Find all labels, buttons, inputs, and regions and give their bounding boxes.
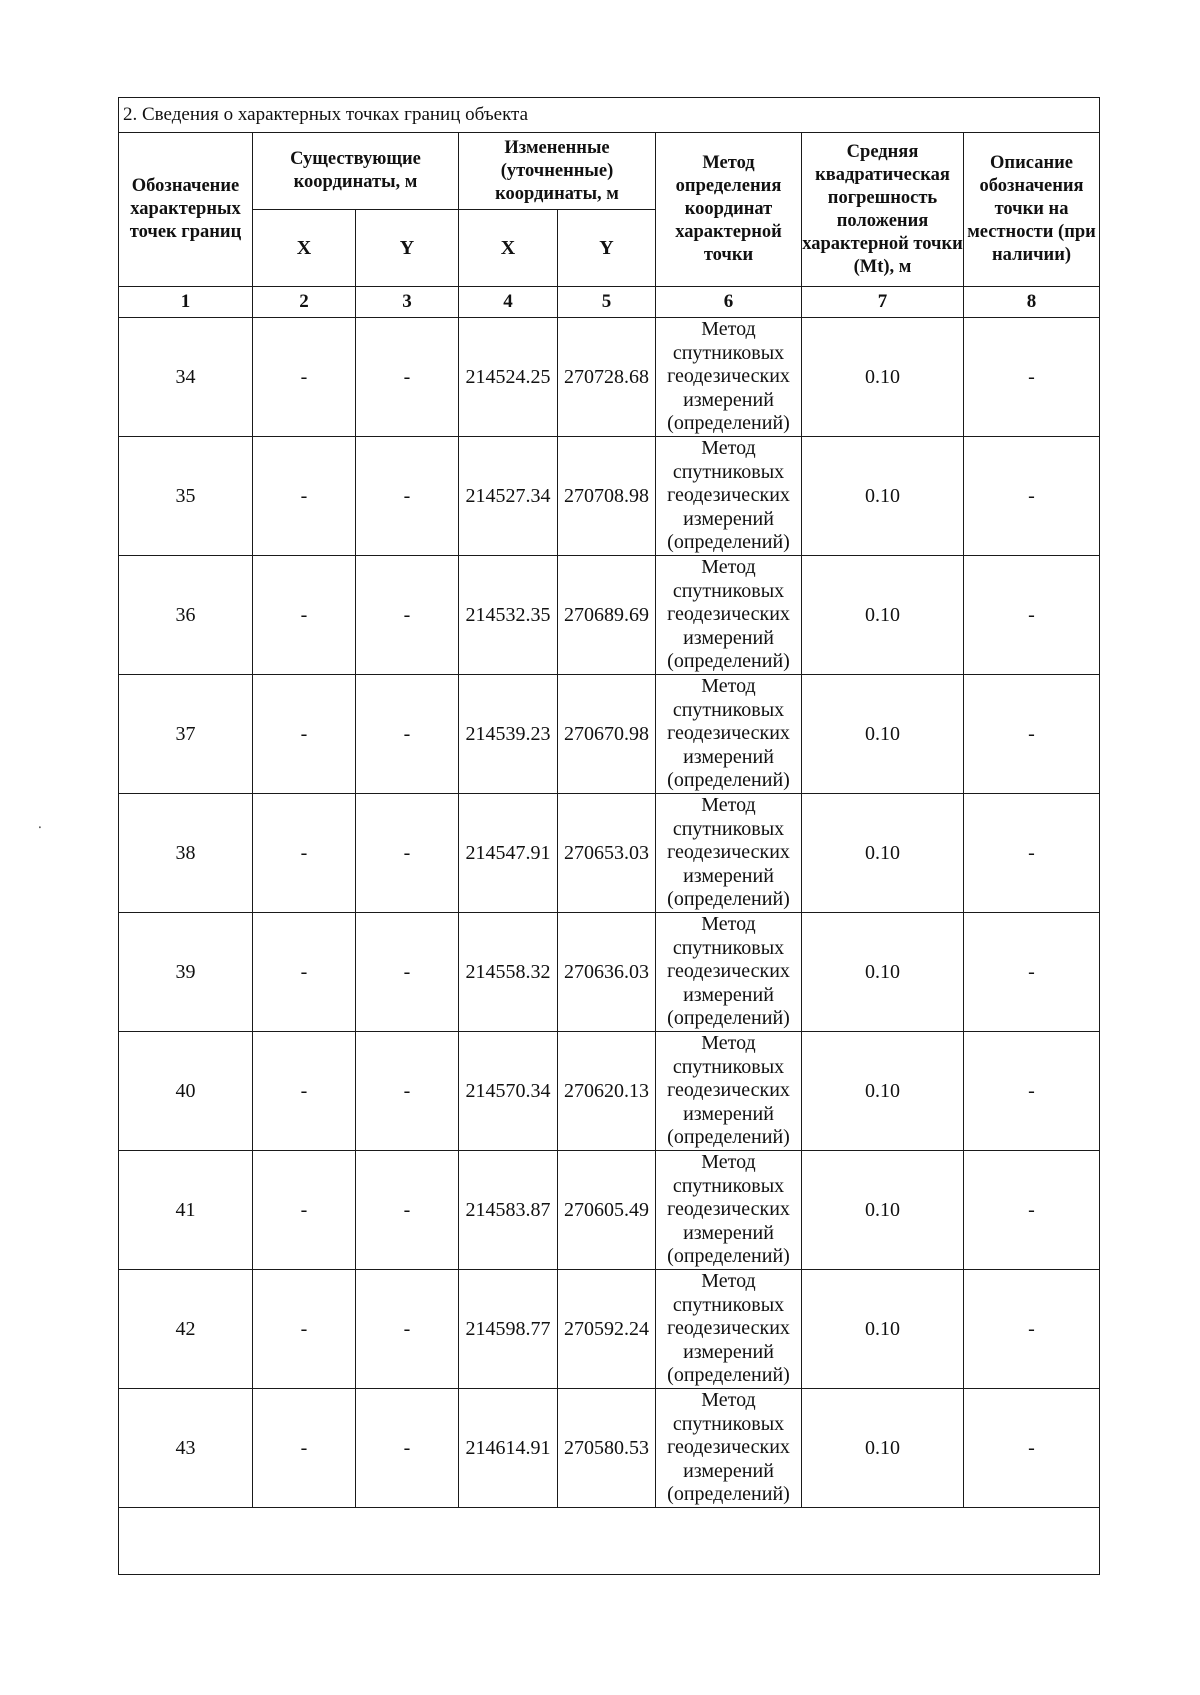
description-cell: - — [964, 1270, 1100, 1389]
point-cell: 38 — [119, 794, 253, 913]
changed-y-cell: 270728.68 — [558, 318, 656, 437]
existing-y-cell: - — [356, 794, 459, 913]
header-existing-y: Y — [356, 210, 459, 287]
method-cell: Метод спутниковых геодезических измерений (определений) — [656, 1151, 802, 1270]
existing-y-cell: - — [356, 437, 459, 556]
column-number: 3 — [356, 287, 459, 318]
existing-y-cell: - — [356, 675, 459, 794]
header-existing-coordinates: Существующие координаты, м — [253, 133, 459, 210]
table-body — [119, 318, 1100, 1508]
mean-error-cell: 0.10 — [802, 1151, 964, 1270]
existing-x-cell: - — [253, 794, 356, 913]
existing-x-cell: - — [253, 1151, 356, 1270]
boundary-points-table — [118, 97, 1100, 1575]
description-cell: - — [964, 1151, 1100, 1270]
table-row — [119, 675, 1100, 794]
header-existing-x: X — [253, 210, 356, 287]
column-number: 2 — [253, 287, 356, 318]
column-number: 7 — [802, 287, 964, 318]
header-row-top — [119, 133, 1100, 210]
table-row — [119, 1270, 1100, 1389]
table-row — [119, 556, 1100, 675]
method-cell: Метод спутниковых геодезических измерений (определений) — [656, 794, 802, 913]
table-row — [119, 1389, 1100, 1508]
section-title: 2. Сведения о характерных точках границ объекта — [119, 98, 1100, 133]
changed-y-cell: 270670.98 — [558, 675, 656, 794]
changed-y-cell: 270653.03 — [558, 794, 656, 913]
mean-error-cell: 0.10 — [802, 1389, 964, 1508]
existing-y-cell: - — [356, 556, 459, 675]
existing-y-cell: - — [356, 1151, 459, 1270]
method-cell: Метод спутниковых геодезических измерений (определений) — [656, 675, 802, 794]
column-number: 6 — [656, 287, 802, 318]
point-cell: 35 — [119, 437, 253, 556]
changed-y-cell: 270689.69 — [558, 556, 656, 675]
existing-x-cell: - — [253, 1389, 356, 1508]
description-cell: - — [964, 794, 1100, 913]
point-cell: 36 — [119, 556, 253, 675]
document-sheet — [118, 97, 1099, 1575]
changed-x-cell: 214532.35 — [459, 556, 558, 675]
method-cell: Метод спутниковых геодезических измерений (определений) — [656, 1032, 802, 1151]
changed-y-cell: 270592.24 — [558, 1270, 656, 1389]
point-cell: 43 — [119, 1389, 253, 1508]
point-cell: 34 — [119, 318, 253, 437]
changed-y-cell: 270580.53 — [558, 1389, 656, 1508]
description-cell: - — [964, 675, 1100, 794]
column-number: 4 — [459, 287, 558, 318]
table-row — [119, 913, 1100, 1032]
column-number: 5 — [558, 287, 656, 318]
method-cell: Метод спутниковых геодезических измерений (определений) — [656, 1389, 802, 1508]
empty-footer-row — [119, 1508, 1100, 1575]
table-row — [119, 318, 1100, 437]
existing-y-cell: - — [356, 318, 459, 437]
changed-x-cell: 214570.34 — [459, 1032, 558, 1151]
description-cell: - — [964, 437, 1100, 556]
description-cell: - — [964, 913, 1100, 1032]
existing-x-cell: - — [253, 1270, 356, 1389]
changed-y-cell: 270636.03 — [558, 913, 656, 1032]
header-method: Метод определения координат характерной точки — [656, 133, 802, 287]
mean-error-cell: 0.10 — [802, 1032, 964, 1151]
description-cell: - — [964, 318, 1100, 437]
changed-x-cell: 214558.32 — [459, 913, 558, 1032]
column-number: 1 — [119, 287, 253, 318]
point-cell: 40 — [119, 1032, 253, 1151]
existing-y-cell: - — [356, 913, 459, 1032]
column-number: 8 — [964, 287, 1100, 318]
method-cell: Метод спутниковых геодезических измерений (определений) — [656, 1270, 802, 1389]
table-row — [119, 1151, 1100, 1270]
header-point-designation: Обозначение характерных точек границ — [119, 133, 253, 287]
changed-x-cell: 214598.77 — [459, 1270, 558, 1389]
empty-footer-cell — [119, 1508, 1100, 1575]
method-cell: Метод спутниковых геодезических измерений (определений) — [656, 318, 802, 437]
mean-error-cell: 0.10 — [802, 556, 964, 675]
existing-y-cell: - — [356, 1270, 459, 1389]
existing-y-cell: - — [356, 1389, 459, 1508]
changed-x-cell: 214527.34 — [459, 437, 558, 556]
column-number-row — [119, 287, 1100, 318]
point-cell: 42 — [119, 1270, 253, 1389]
mean-error-cell: 0.10 — [802, 913, 964, 1032]
mean-error-cell: 0.10 — [802, 1270, 964, 1389]
table-row — [119, 794, 1100, 913]
mean-error-cell: 0.10 — [802, 675, 964, 794]
existing-y-cell: - — [356, 1032, 459, 1151]
changed-x-cell: 214539.23 — [459, 675, 558, 794]
header-changed-coordinates: Измененные (уточненные) координаты, м — [459, 133, 656, 210]
changed-x-cell: 214547.91 — [459, 794, 558, 913]
point-cell: 41 — [119, 1151, 253, 1270]
description-cell: - — [964, 1389, 1100, 1508]
description-cell: - — [964, 556, 1100, 675]
existing-x-cell: - — [253, 913, 356, 1032]
mean-error-cell: 0.10 — [802, 437, 964, 556]
method-cell: Метод спутниковых геодезических измерений (определений) — [656, 437, 802, 556]
method-cell: Метод спутниковых геодезических измерений (определений) — [656, 913, 802, 1032]
mean-error-cell: 0.10 — [802, 794, 964, 913]
changed-y-cell: 270708.98 — [558, 437, 656, 556]
scan-artifact: ⸱ — [38, 820, 42, 836]
existing-x-cell: - — [253, 556, 356, 675]
table-row — [119, 1032, 1100, 1151]
existing-x-cell: - — [253, 1032, 356, 1151]
header-changed-y: Y — [558, 210, 656, 287]
header-changed-x: X — [459, 210, 558, 287]
existing-x-cell: - — [253, 675, 356, 794]
caption-row — [119, 98, 1100, 133]
header-description: Описание обозначения точки на местности (при наличии) — [964, 133, 1100, 287]
changed-x-cell: 214614.91 — [459, 1389, 558, 1508]
mean-error-cell: 0.10 — [802, 318, 964, 437]
table-row — [119, 437, 1100, 556]
existing-x-cell: - — [253, 318, 356, 437]
changed-y-cell: 270605.49 — [558, 1151, 656, 1270]
changed-x-cell: 214583.87 — [459, 1151, 558, 1270]
changed-y-cell: 270620.13 — [558, 1032, 656, 1151]
point-cell: 39 — [119, 913, 253, 1032]
description-cell: - — [964, 1032, 1100, 1151]
header-mean-error: Средняя квадратическая погрешность положения характерной точки (Mt), м — [802, 133, 964, 287]
method-cell: Метод спутниковых геодезических измерений (определений) — [656, 556, 802, 675]
changed-x-cell: 214524.25 — [459, 318, 558, 437]
existing-x-cell: - — [253, 437, 356, 556]
point-cell: 37 — [119, 675, 253, 794]
